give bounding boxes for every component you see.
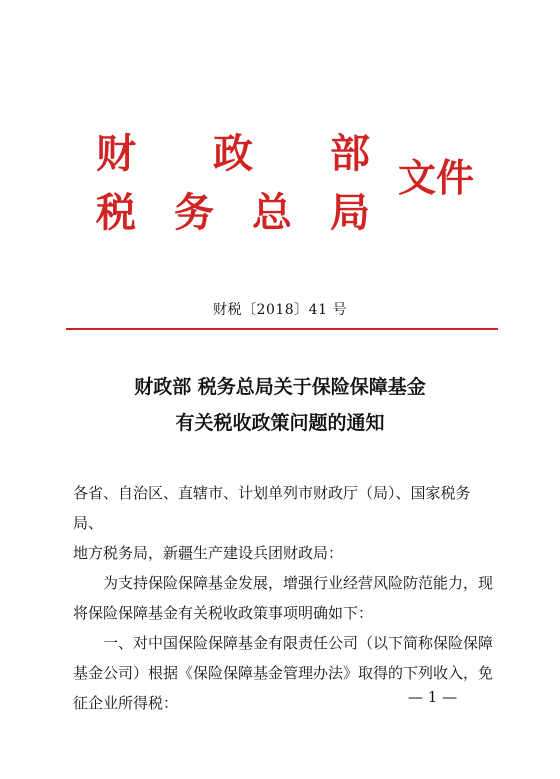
issuer-char: 政: [213, 130, 253, 177]
issuer-char: 财: [96, 130, 136, 177]
document-title-line-1: 财政部 税务总局关于保险保障基金: [134, 376, 426, 398]
paragraph-line: 一、对中国保险保障基金有限责任公司（以下简称保险保障: [103, 634, 494, 652]
paragraph-line: 基金公司）根据《保险保障基金管理办法》取得的下列收入，免: [73, 664, 494, 682]
addressee-line: 地方税务局，新疆生产建设兵团财政局：: [73, 544, 344, 562]
paragraph-line: 为支持保险保障基金发展，增强行业经营风险防范能力，现: [103, 574, 494, 592]
document-body: [73, 478, 498, 718]
issuer-char: 务: [174, 189, 214, 236]
issuer-char: 部: [330, 130, 370, 177]
page-number: — 1 —: [408, 688, 458, 706]
paragraph-line: 将保险保障基金有关税收政策事项明确如下：: [73, 604, 374, 622]
issuer-char: 税: [96, 189, 136, 236]
document-number: 财税〔2018〕41 号: [213, 302, 347, 318]
document-title-line-2: 有关税收政策问题的通知: [175, 412, 385, 434]
paragraph-line: 征企业所得税：: [73, 694, 179, 712]
document-type-label: 文件: [398, 155, 475, 200]
issuer-char: 总: [252, 189, 292, 236]
addressee-line: 各省、自治区、直辖市、计划单列市财政厅（局）、国家税务局、: [73, 484, 471, 532]
red-separator-line: [66, 328, 498, 330]
issuer-char: 局: [330, 189, 370, 236]
